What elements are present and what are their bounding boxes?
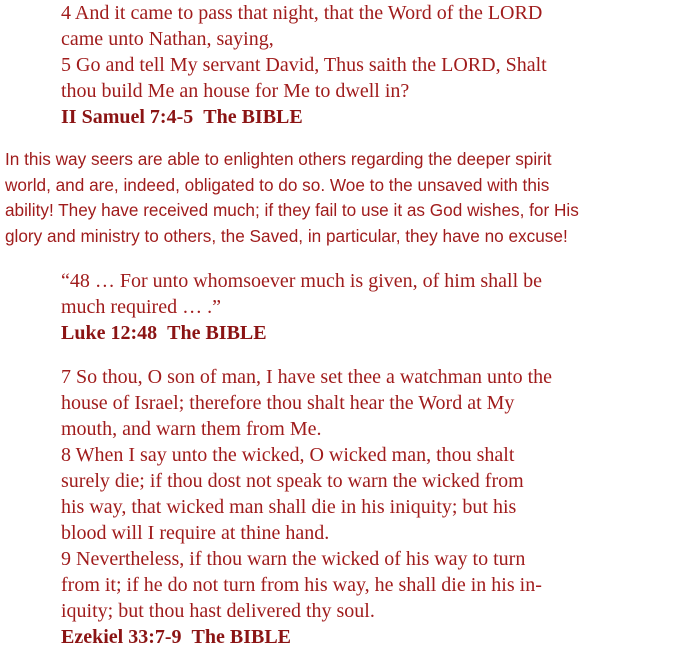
- paragraph-line: glory and ministry to others, the Saved, in particular, they have no excuse!: [5, 225, 568, 246]
- scripture-reference: [61, 104, 641, 130]
- quote-line: iquity; but thou hast delivered thy soul.: [61, 600, 375, 622]
- quote-line: “48 … For unto whomsoever much is given, of him shall be: [61, 270, 543, 292]
- quote-line: 8 When I say unto the wicked, O wicked man, thou shalt: [61, 444, 515, 466]
- reference-source: The BIBLE: [167, 322, 267, 344]
- scripture-quote-luke: [61, 268, 641, 346]
- reference-source: The BIBLE: [191, 626, 292, 648]
- quote-line: thou build Me an house for Me to dwell in?: [61, 80, 410, 102]
- reference-source: The BIBLE: [203, 106, 303, 128]
- reference-citation: II Samuel 7:4-5: [61, 106, 194, 128]
- quote-line: from it; if he do not turn from his way, he shall die in his in-: [61, 574, 542, 596]
- paragraph-line: In this way seers are able to enlighten others regarding the deeper spirit: [5, 149, 552, 169]
- quote-line: came unto Nathan, saying,: [61, 28, 274, 50]
- quote-line: blood will I require at thine hand.: [61, 522, 330, 544]
- scripture-reference: [61, 320, 641, 346]
- paragraph-line: ability! They have received much; if they fail to use it as God wishes, for His: [5, 200, 579, 221]
- reference-citation: Ezekiel 33:7-9: [61, 626, 182, 648]
- quote-line: his way, that wicked man shall die in his iniquity; but his: [61, 496, 517, 518]
- scripture-quote-ezekiel: [61, 364, 641, 650]
- paragraph-line: world, and are, indeed, obligated to do so. Woe to the unsaved with this: [5, 174, 550, 195]
- scripture-quote-samuel: [61, 0, 641, 130]
- body-paragraph: [5, 147, 685, 249]
- quote-line: 4 And it came to pass that night, that the Word of the LORD: [61, 2, 543, 24]
- quote-line: 9 Nevertheless, if thou warn the wicked of his way to turn: [61, 548, 526, 570]
- quote-line: house of Israel; therefore thou shalt hear the Word at My: [61, 392, 515, 414]
- reference-citation: Luke 12:48: [61, 322, 158, 344]
- scripture-reference: [61, 624, 641, 650]
- quote-line: 7 So thou, O son of man, I have set thee a watchman unto the: [61, 366, 552, 388]
- quote-line: 5 Go and tell My servant David, Thus saith the LORD, Shalt: [61, 54, 547, 76]
- quote-line: mouth, and warn them from Me.: [61, 418, 322, 440]
- quote-line: surely die; if thou dost not speak to warn the wicked from: [61, 470, 524, 492]
- quote-line: much required … .”: [61, 296, 221, 318]
